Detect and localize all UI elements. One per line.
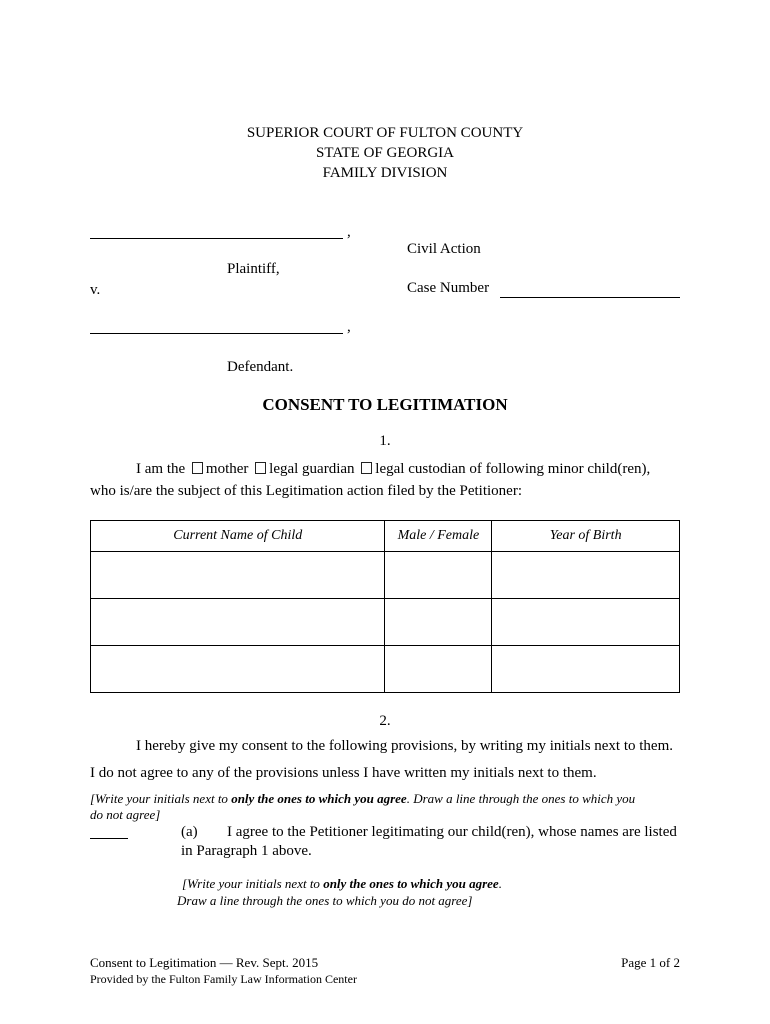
- child-name-cell[interactable]: [91, 552, 385, 599]
- legal-guardian-checkbox[interactable]: [255, 462, 266, 474]
- child-birth-year-cell[interactable]: [492, 552, 680, 599]
- case-number-line[interactable]: [500, 297, 680, 298]
- section-1-line2: who is/are the subject of this Legitimation action filed by the Petitioner:: [90, 483, 522, 499]
- civil-action-label: Civil Action: [407, 241, 481, 257]
- initials-instruction-2: [182, 876, 502, 892]
- header-sex: Male / Female: [385, 521, 492, 552]
- plaintiff-name-line[interactable]: [90, 238, 343, 239]
- state-name: STATE OF GEORGIA: [316, 145, 454, 161]
- section-2-number: 2.: [379, 713, 391, 729]
- section-1-lead: I am the: [136, 461, 186, 477]
- item-a-label: (a): [181, 824, 198, 840]
- item-a-line2: in Paragraph 1 above.: [181, 843, 312, 859]
- child-birth-year-cell[interactable]: [492, 646, 680, 693]
- child-sex-cell[interactable]: [385, 552, 492, 599]
- initials-instruction-2-cont: Draw a line through the ones to which you do not agree]: [177, 893, 473, 908]
- legal-custodian-option: legal custodian of following minor child(ren),: [375, 461, 651, 477]
- instruction-emphasis: only the ones to which you agree: [323, 876, 499, 891]
- instruction-text: .: [498, 876, 502, 891]
- court-name: SUPERIOR COURT OF FULTON COUNTY: [246, 125, 524, 141]
- case-number-label: Case Number: [407, 280, 490, 296]
- instruction-text: [Write your initials next to: [182, 876, 324, 891]
- footer-form-name: Consent to Legitimation — Rev. Sept. 2015: [90, 955, 319, 970]
- legal-guardian-option: legal guardian: [269, 461, 355, 477]
- instruction-text: . Draw a line through the ones to which you: [406, 791, 636, 806]
- initials-instruction-cont: do not agree]: [90, 807, 161, 822]
- item-a-initials-line[interactable]: [90, 838, 128, 839]
- section-1-number: 1.: [379, 433, 391, 449]
- child-sex-cell[interactable]: [385, 646, 492, 693]
- instruction-text: [Write your initials next to: [90, 791, 232, 806]
- child-birth-year-cell[interactable]: [492, 599, 680, 646]
- section-2-line2: I do not agree to any of the provisions unless I have written my initials next to them.: [90, 765, 597, 781]
- header-child-name: Current Name of Child: [91, 521, 385, 552]
- table-row: [91, 599, 680, 646]
- plaintiff-comma: ,: [347, 224, 351, 240]
- mother-checkbox[interactable]: [192, 462, 203, 474]
- child-name-cell[interactable]: [91, 646, 385, 693]
- child-sex-cell[interactable]: [385, 599, 492, 646]
- division-name: FAMILY DIVISION: [322, 165, 448, 181]
- footer-provider: Provided by the Fulton Family Law Information Center: [90, 972, 357, 986]
- section-2-line1: I hereby give my consent to the following provisions, by writing my initials next to them.: [136, 738, 674, 754]
- plaintiff-label: Plaintiff,: [227, 261, 280, 277]
- versus-label: v.: [90, 282, 101, 298]
- header-year-of-birth: Year of Birth: [492, 521, 680, 552]
- footer-page-number: Page 1 of 2: [621, 955, 680, 970]
- initials-instruction: [90, 791, 635, 807]
- child-name-cell[interactable]: [91, 599, 385, 646]
- defendant-name-line[interactable]: [90, 333, 343, 334]
- instruction-emphasis: only the ones to which you agree: [231, 791, 407, 806]
- children-table: [90, 520, 680, 693]
- legal-custodian-checkbox[interactable]: [361, 462, 372, 474]
- defendant-label: Defendant.: [227, 359, 294, 375]
- table-header-row: [91, 521, 680, 552]
- section-1-line1: [136, 461, 650, 478]
- table-row: [91, 646, 680, 693]
- item-a-line1: I agree to the Petitioner legitimating our child(ren), whose names are listed: [227, 824, 677, 840]
- document-title: CONSENT TO LEGITIMATION: [262, 395, 508, 414]
- defendant-comma: ,: [347, 319, 351, 335]
- table-row: [91, 552, 680, 599]
- mother-option: mother: [205, 461, 249, 477]
